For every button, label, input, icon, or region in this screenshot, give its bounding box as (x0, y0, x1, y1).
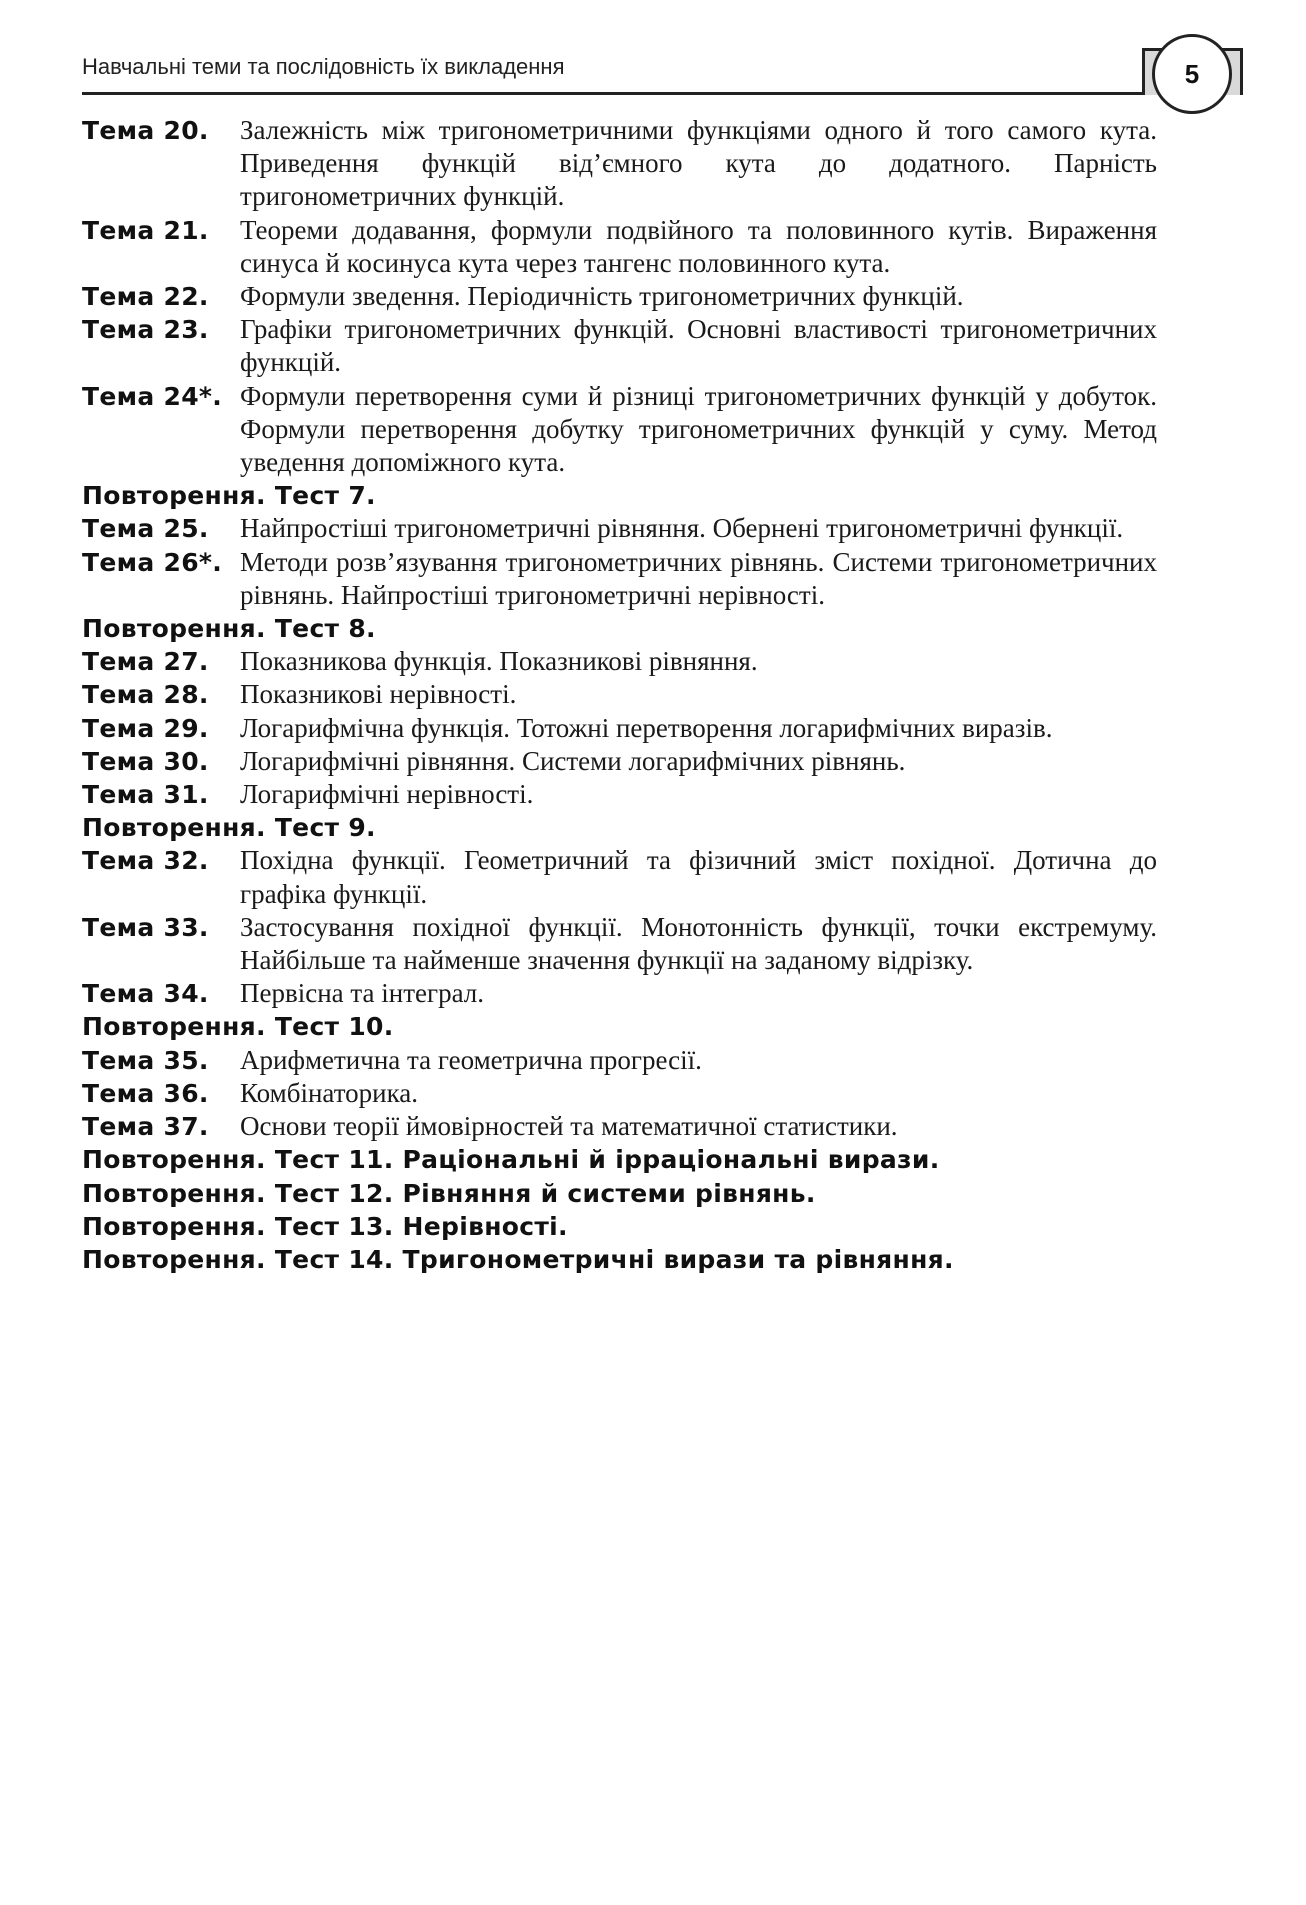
running-title: Навчальні теми та послідовність їх викладення (82, 54, 565, 79)
repeat-test-line: Повторення. Тест 10. (82, 1012, 394, 1042)
topic-entry (82, 313, 1157, 379)
topic-label: Тема 21. (82, 215, 209, 245)
topic-description: Формули перетворення суми й різниці тригонометричних функцій у добуток. Формули перетворення добутку тригонометричних функцій у суму. Метод уведення допоміжного кута. (240, 380, 1157, 478)
topic-entry (82, 214, 1157, 280)
topic-description: Методи розв’язування тригонометричних рівнянь. Системи тригонометричних рівнянь. Найпростіші тригонометричні нерівності. (240, 546, 1157, 610)
topic-entry (82, 1044, 1157, 1077)
topic-entry (82, 114, 1157, 214)
topic-description: Графіки тригонометричних функцій. Основні властивості тригонометричних функцій. (240, 314, 1157, 378)
topic-label: Тема 24*. (82, 381, 223, 411)
topic-label: Тема 27. (82, 647, 209, 677)
topic-label: Тема 35. (82, 1045, 209, 1075)
topic-label: Тема 25. (82, 514, 209, 544)
topic-description: Залежність між тригонометричними функціями одного й того самого кута. Приведення функцій від’ємного кута до додатного. Парність тригонометричних функцій. (240, 115, 1157, 212)
topic-label: Тема 26*. (82, 547, 223, 577)
topic-label: Тема 33. (82, 912, 209, 942)
topic-list (82, 114, 1157, 1276)
repeat-test-line: Повторення. Тест 14. Тригонометричні вирази та рівняння. (82, 1244, 954, 1274)
topic-entry (82, 745, 1157, 778)
topic-description: Застосування похідної функції. Монотонність функції, точки екстремуму. Найбільше та найменше значення функції на заданому відрізку. (240, 911, 1157, 976)
topic-label: Тема 31. (82, 780, 209, 810)
topic-entry (82, 712, 1157, 745)
repeat-test-line: Повторення. Тест 9. (82, 813, 376, 843)
topic-description: Формули зведення. Періодичність тригонометричних функцій. (240, 281, 964, 312)
topic-entry (82, 512, 1157, 545)
topic-entry (82, 678, 1157, 711)
topic-label: Тема 34. (82, 979, 209, 1009)
topic-description: Показникові нерівності. (240, 679, 517, 710)
repeat-test-line: Повторення. Тест 13. Нерівності. (82, 1211, 568, 1241)
topic-description: Похідна функції. Геометричний та фізичний зміст похідної. Дотична до графіка функції. (240, 845, 1157, 909)
topic-entry (82, 1077, 1157, 1110)
topic-entry (82, 778, 1157, 811)
topic-label: Тема 20. (82, 116, 209, 145)
topic-label: Тема 32. (82, 846, 209, 876)
repeat-test-line: Повторення. Тест 8. (82, 614, 376, 644)
topic-description: Логарифмічні рівняння. Системи логарифмічних рівнянь. (240, 745, 906, 776)
topic-description: Основи теорії ймовірностей та математичної статистики. (240, 1111, 898, 1142)
topic-description: Первісна та інтеграл. (240, 978, 485, 1009)
topic-entry (82, 1110, 1157, 1143)
topic-entry (82, 977, 1157, 1010)
topic-label: Тема 28. (82, 680, 209, 710)
topic-description: Найпростіші тригонометричні рівняння. Обернені тригонометричні функції. (240, 513, 1124, 544)
topic-entry (82, 380, 1157, 480)
topic-label: Тема 22. (82, 282, 209, 312)
topic-description: Комбінаторика. (240, 1077, 419, 1108)
topic-label: Тема 23. (82, 315, 209, 345)
topic-label: Тема 37. (82, 1112, 209, 1142)
topic-entry (82, 911, 1157, 977)
repeat-test-line: Повторення. Тест 12. Рівняння й системи рівнянь. (82, 1178, 816, 1208)
topic-description: Логарифмічна функція. Тотожні перетворення логарифмічних виразів. (240, 712, 1053, 743)
topic-entry (82, 546, 1157, 612)
topic-description: Арифметична та геометрична прогресії. (240, 1044, 702, 1075)
topic-entry (82, 645, 1157, 678)
topic-label: Тема 29. (82, 713, 209, 743)
topic-label: Тема 30. (82, 746, 209, 776)
repeat-test-line: Повторення. Тест 7. (82, 481, 376, 511)
topic-description: Логарифмічні нерівності. (240, 779, 534, 810)
topic-description: Показникова функція. Показникові рівняння. (240, 646, 758, 677)
topic-entry (82, 280, 1157, 313)
topic-label: Тема 36. (82, 1078, 209, 1108)
topic-description: Теореми додавання, формули подвійного та половинного кутів. Вираження синуса й косинуса кута через тангенс половинного кута. (240, 214, 1157, 278)
page-number: 5 (1152, 34, 1232, 114)
topic-entry (82, 844, 1157, 910)
page-header (82, 48, 1200, 95)
repeat-test-line: Повторення. Тест 11. Раціональні й ірраціональні вирази. (82, 1145, 940, 1175)
